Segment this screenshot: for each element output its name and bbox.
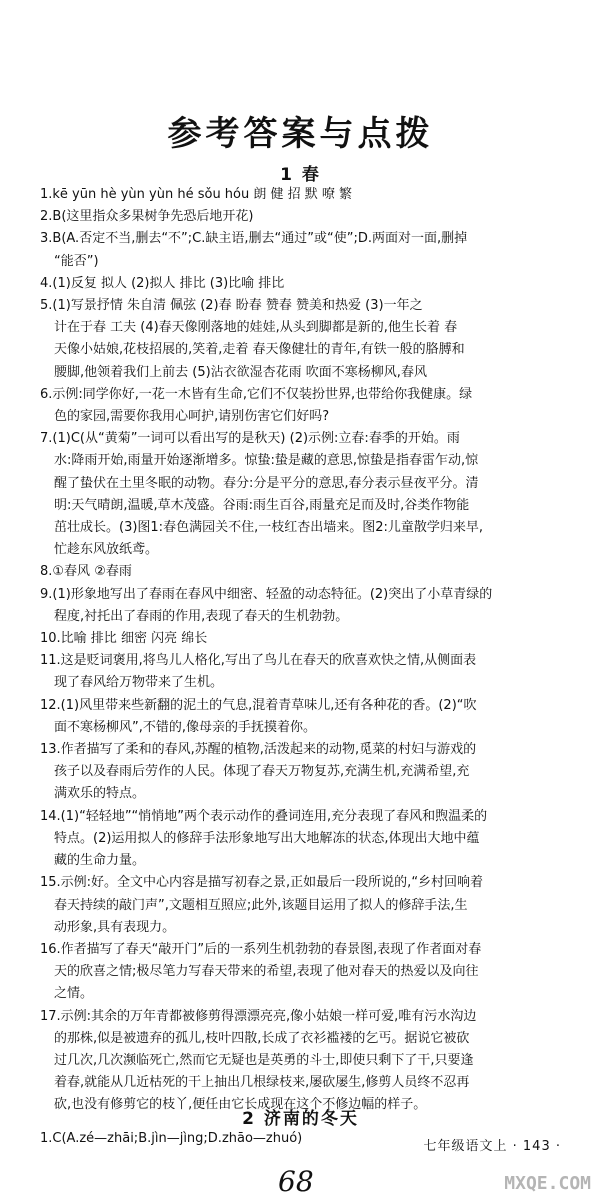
answer-line: 5.(1)写景抒情 朱自清 佩弦 (2)春 盼春 赞春 赞美和热爱 (3)一年之 [40, 298, 423, 314]
answer-line: 春天持续的敲门声”,文题相互照应;此外,该题目运用了拟人的修辞手法,生 [54, 897, 468, 913]
answer-line: 茁壮成长。(3)图1:春色满园关不住,一枝红杏出墙来。图2:儿童散学归来早, [54, 520, 483, 536]
answer-line: 17.示例:其余的万年青都被修剪得漂漂亮亮,像小姑娘一样可爱,唯有污水沟边 [40, 1008, 477, 1024]
answers-section-1 [40, 184, 568, 1117]
handwritten-page-number: 68 [278, 1165, 314, 1198]
answer-line: 3.B(A.否定不当,删去“不”;C.缺主语,删去“通过”或“使”;D.两面对一面,删掉 [40, 231, 468, 247]
section-heading-2: 2 济南的冬天 [242, 1109, 359, 1129]
answer-line: 过几次,几次濒临死亡,然而它无疑也是英勇的斗士,即使只剩下了干,只要逢 [54, 1052, 474, 1068]
answer-line: 砍,也没有修剪它的枝丫,便任由它长成现在这个不修边幅的样子。 [54, 1097, 427, 1113]
answer-line: 面不寒杨柳风”,不错的,像母亲的手抚摸着你。 [54, 719, 316, 735]
answer-line: 9.(1)形象地写出了春雨在春风中细密、轻盈的动态特征。(2)突出了小草青绿的 [40, 586, 493, 602]
answer-line: 天像小姑娘,花枝招展的,笑着,走着 春天像健壮的青年,有铁一般的胳膊和 [54, 342, 465, 358]
answer-line: 特点。(2)运用拟人的修辞手法形象地写出大地解冻的状态,体现出大地中蕴 [54, 830, 480, 846]
answer-line: 13.作者描写了柔和的春风,苏醒的植物,活泼起来的动物,觅菜的村妇与游戏的 [40, 742, 477, 758]
answer-line: 14.(1)“轻轻地”“悄悄地”两个表示动作的叠词连用,充分表现了春风和煦温柔的 [40, 808, 488, 824]
answer-line: 忙趁东风放纸鸢。 [54, 542, 159, 558]
answer-line: 水:降雨开始,雨量开始逐渐增多。惊蛰:蛰是藏的意思,惊蛰是指春雷乍动,惊 [54, 453, 479, 469]
answer-line: 4.(1)反复 拟人 (2)拟人 排比 (3)比喻 排比 [40, 275, 285, 291]
answer-line: 腰脚,他领着我们上前去 (5)沾衣欲湿杏花雨 吹面不寒杨柳风,春风 [54, 364, 427, 380]
section-heading-1: 1 春 [280, 165, 321, 185]
answer-line: 10.比喻 排比 细密 闪亮 绵长 [40, 631, 208, 647]
answer-line: 之情。 [54, 986, 94, 1002]
answer-line: 动形象,具有表现力。 [54, 919, 176, 935]
answer-line: 15.示例:好。全文中心内容是描写初春之景,正如最后一段所说的,“乡村回响着 [40, 875, 484, 891]
answer-line: 现了春风给万物带来了生机。 [54, 675, 224, 691]
answer-line: 醒了蛰伏在土里冬眠的动物。春分:分是平分的意思,春分表示昼夜平分。清 [54, 475, 479, 491]
answer-line: 满欢乐的特点。 [54, 786, 146, 802]
answer-line: 2.B(这里指众多果树争先恐后地开花) [40, 209, 254, 225]
answer-line: 6.示例:同学你好,一花一木皆有生命,它们不仅装扮世界,也带给你我健康。绿 [40, 386, 473, 402]
answer-line: 色的家园,需要你我用心呵护,请别伤害它们好吗? [54, 409, 330, 425]
answer-line: 1.C(A.zé—zhāi;B.jìn—jìng;D.zhāo—zhuó) [40, 1131, 303, 1146]
answer-line: 孩子以及春雨后劳作的人民。体现了春天万物复苏,充满生机,充满希望,充 [54, 764, 470, 780]
answer-line: 12.(1)风里带来些新翻的泥土的气息,混着青草味儿,还有各种花的香。(2)“吹 [40, 697, 477, 713]
answer-line: 的那株,似是被遗弃的孤儿,枝叶四散,长成了衣衫褴褛的乞丐。据说它被砍 [54, 1030, 470, 1046]
page-title: 参考答案与点拨 [167, 114, 434, 154]
answer-line: “能否”) [54, 253, 99, 269]
answer-line: 11.这是贬词褒用,将鸟儿人格化,写出了鸟儿在春天的欣喜欢快之情,从侧面表 [40, 653, 477, 669]
answer-line: 8.①春风 ②春雨 [40, 564, 132, 580]
answer-line: 16.作者描写了春天“敲开门”后的一系列生机勃勃的春景图,表现了作者面对春 [40, 941, 482, 957]
answer-line: 计在于春 工夫 (4)春天像刚落地的娃娃,从头到脚都是新的,他生长着 春 [54, 320, 458, 336]
page-footer: 七年级语文上 · 143 · [423, 1139, 561, 1154]
answer-line: 天的欣喜之情;极尽笔力写春天带来的希望,表现了他对春天的热爱以及向往 [54, 964, 479, 980]
answer-line: 明:天气晴朗,温暖,草木茂盛。谷雨:雨生百谷,雨量充足而及时,谷类作物能 [54, 497, 470, 513]
answer-line: 1.kē yūn hè yùn yùn hé sǒu hóu 朗 健 招 默 嘹 繁 [40, 187, 353, 202]
watermark: MXQE.COM [504, 1173, 591, 1194]
answer-line: 程度,衬托出了春雨的作用,表现了春天的生机勃勃。 [54, 608, 349, 624]
answer-line: 7.(1)C(从“黄菊”一词可以看出写的是秋天) (2)示例:立春:春季的开始。雨 [40, 431, 460, 447]
answer-line: 藏的生命力量。 [54, 853, 146, 869]
answer-line: 着春,就能从几近枯死的干上抽出几根绿枝来,屡砍屡生,修剪人员终不忍再 [54, 1075, 470, 1091]
